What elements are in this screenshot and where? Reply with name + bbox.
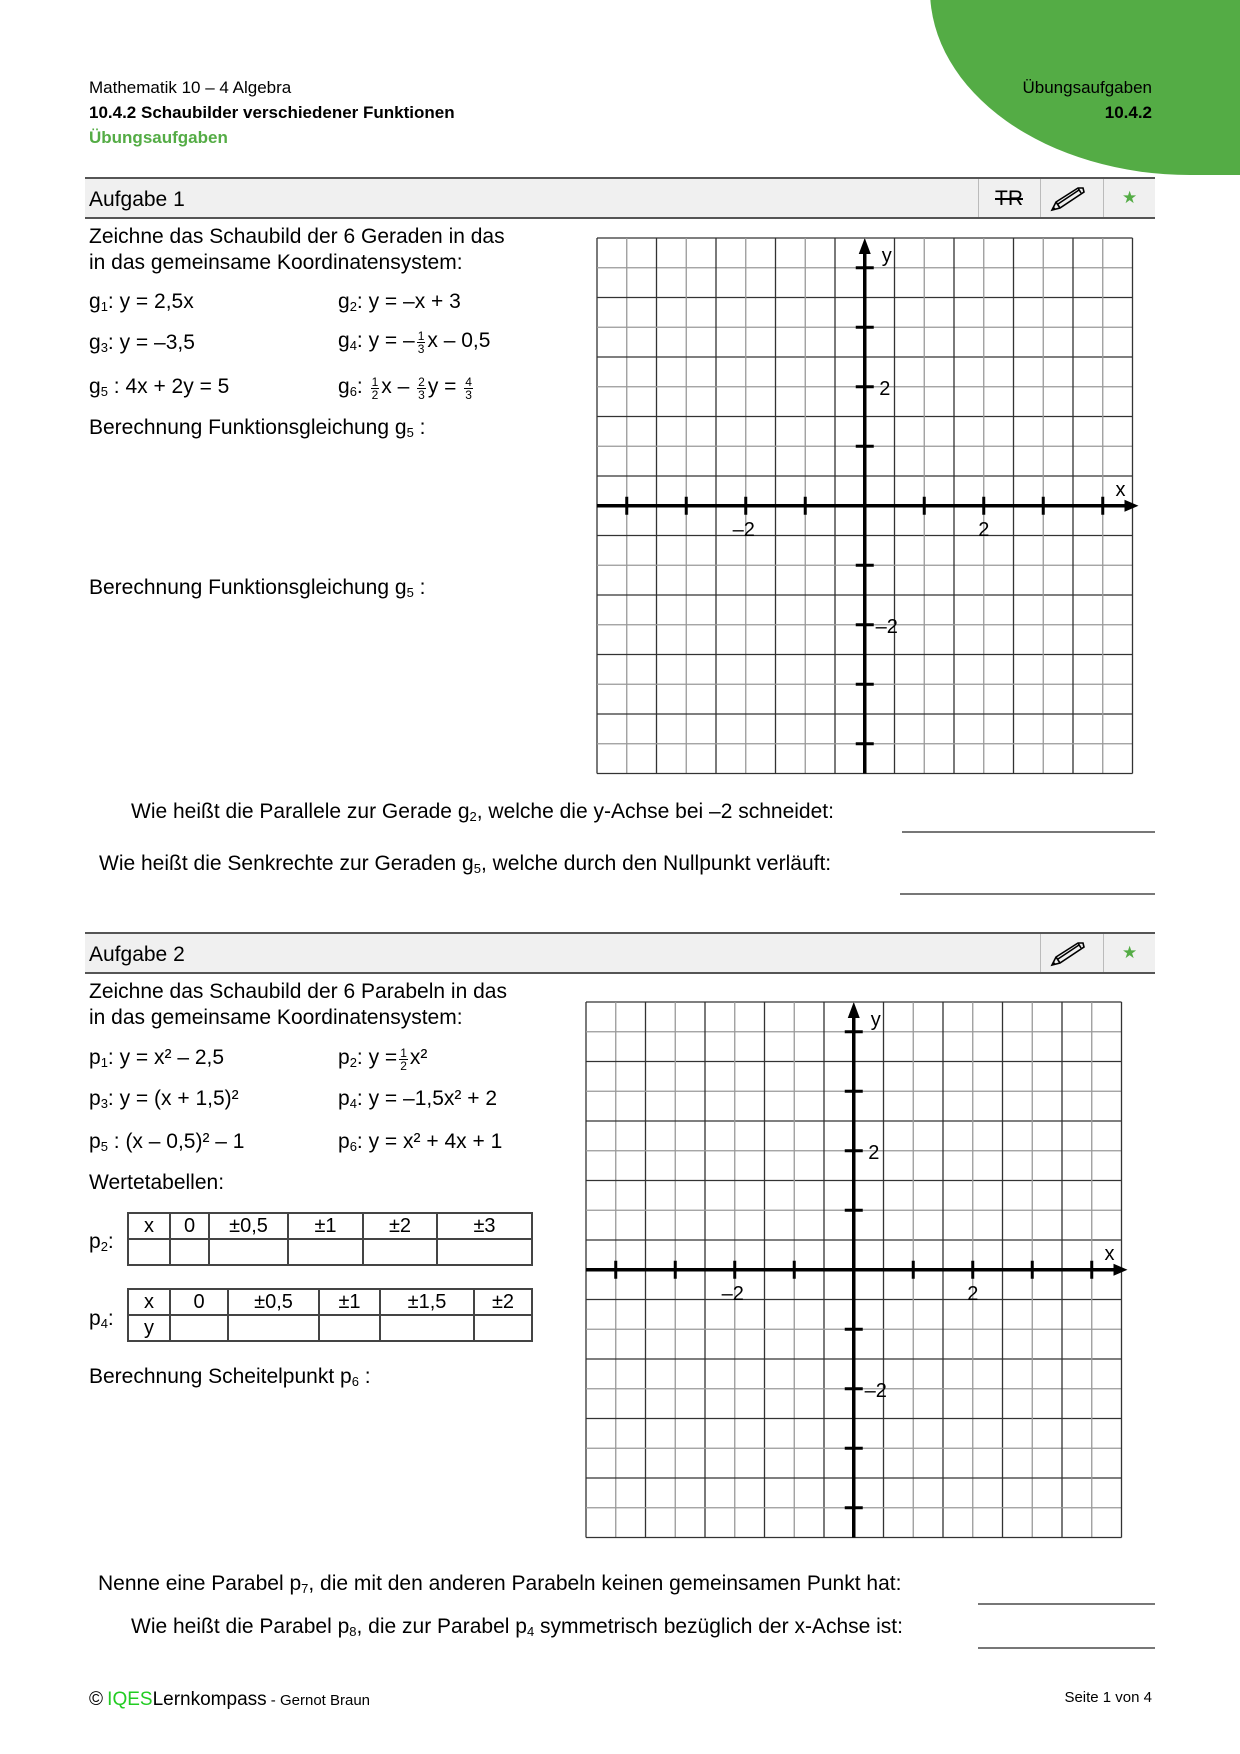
equation-g3: $g_3$: y = –3,5: [89, 331, 195, 355]
svg-text:2: 2: [978, 518, 990, 541]
equation-g5: $g_5$ : 4x + 2y = 5: [89, 375, 230, 399]
task2-intro-2: in das gemeinsame Koordinatensystem:: [89, 1006, 463, 1029]
table-input-cell[interactable]: [209, 1239, 288, 1265]
task1-intro-2: in das gemeinsame Koordinatensystem:: [89, 251, 463, 274]
table-cell: ±1: [288, 1213, 363, 1239]
star-icon: ★: [1122, 943, 1138, 962]
svg-text:–2: –2: [732, 518, 755, 541]
star-icon: ★: [1122, 188, 1138, 207]
equation-g4: $g_4$: y = – $\frac{1}{3}$ x – 0,5: [338, 329, 491, 356]
bar-divider: [978, 179, 979, 217]
svg-text:y: y: [870, 1009, 881, 1031]
table-cell: ±0,5: [209, 1213, 288, 1239]
answer-line-p8[interactable]: [978, 1647, 1155, 1649]
task2-title: Aufgabe 2: [89, 943, 185, 966]
table-cell: ±0,5: [228, 1289, 319, 1315]
chapter-title: 10.4.2 Schaubilder verschiedener Funktionen: [89, 103, 455, 122]
task2-calc-label: Berechnung Scheitelpunkt $p_6$ :: [89, 1365, 371, 1389]
author: - Gernot Braun: [266, 1692, 371, 1709]
table-cell: ±1,5: [380, 1289, 474, 1315]
task1-intro-1: Zeichne das Schaubild der 6 Geraden in das: [89, 225, 505, 248]
svg-text:–2: –2: [721, 1282, 744, 1305]
equation-p1: $p_1$: y = x² – 2,5: [89, 1046, 225, 1070]
brand-iqes: IQES: [107, 1689, 153, 1710]
task1-calc-label-1: Berechnung Funktionsgleichung $g_5$ :: [89, 416, 426, 440]
svg-text:y: y: [881, 245, 892, 267]
equation-g1: $g_1$: y = 2,5x: [89, 290, 194, 314]
table-cell: ±2: [474, 1289, 532, 1315]
value-table-p2: [127, 1212, 533, 1266]
svg-text:–2: –2: [864, 1379, 887, 1402]
table-input-cell[interactable]: [437, 1239, 532, 1265]
bar-divider: [1103, 179, 1104, 217]
table-p4-label: $p_4$:: [89, 1307, 114, 1331]
task1-title: Aufgabe 1: [89, 188, 185, 211]
table-cell: 0: [170, 1213, 209, 1239]
table-input-cell[interactable]: [380, 1315, 474, 1341]
table-cell: ±2: [363, 1213, 437, 1239]
table-p2-label: $p_2$:: [89, 1230, 114, 1254]
bar-divider: [1103, 934, 1104, 972]
brand-lernkompass: Lernkompass: [152, 1689, 267, 1710]
table-input-cell[interactable]: [363, 1239, 437, 1265]
svg-text:2: 2: [879, 377, 891, 400]
table-cell: y: [128, 1315, 170, 1341]
bar-divider: [1040, 179, 1041, 217]
table-input-cell[interactable]: [170, 1239, 209, 1265]
table-input-cell[interactable]: [319, 1315, 380, 1341]
equation-p2: $p_2$: y = $\frac{1}{2}$ x²: [338, 1046, 428, 1073]
svg-text:–2: –2: [875, 615, 898, 638]
subject-label: Mathematik 10 – 4 Algebra: [89, 78, 292, 97]
task2-intro-1: Zeichne das Schaubild der 6 Parabeln in das: [89, 980, 507, 1003]
svg-text:x: x: [1104, 1242, 1115, 1265]
table-cell: ±1: [319, 1289, 380, 1315]
table-cell: x: [128, 1213, 170, 1239]
task1-question-parallel: Wie heißt die Parallele zur Gerade $g_2$, welche die y-Achse bei –2 schneidet:: [131, 800, 834, 824]
pencil-icon: [1048, 939, 1088, 974]
table-cell: ±3: [437, 1213, 532, 1239]
header-right-type: Übungsaufgaben: [1022, 78, 1152, 97]
task1-calc-label-2: Berechnung Funktionsgleichung $g_5$ :: [89, 576, 426, 600]
equation-p5: $p_5$ : (x – 0,5)² – 1: [89, 1130, 245, 1154]
equation-g6: $g_6$: $\frac{1}{2}$ x – $\frac{2}{3}$ y = $\frac{4}{3}$: [338, 375, 472, 402]
svg-text:2: 2: [868, 1141, 880, 1164]
task1-header-bar: [85, 177, 1155, 219]
footer-brand: [89, 1689, 370, 1711]
answer-line-p7[interactable]: [978, 1603, 1155, 1605]
task2-question-p7: Nenne eine Parabel $p_7$, die mit den anderen Parabeln keinen gemeinsamen Punkt hat:: [98, 1572, 902, 1596]
task2-header-bar: [85, 932, 1155, 974]
table-input-cell[interactable]: [170, 1315, 228, 1341]
equation-g2: $g_2$: y = –x + 3: [338, 290, 461, 314]
table-cell: 0: [170, 1289, 228, 1315]
worksheet-type: Übungsaufgaben: [89, 128, 228, 147]
equation-p3: $p_3$: y = (x + 1,5)²: [89, 1087, 239, 1111]
answer-line-parallel[interactable]: [902, 831, 1155, 833]
value-table-p4: [127, 1288, 533, 1342]
task1-question-perpendicular: Wie heißt die Senkrechte zur Geraden $g_5$, welche durch den Nullpunkt verläuft:: [99, 852, 832, 876]
coordinate-grid-2[interactable]: [584, 1000, 1129, 1540]
table-input-cell[interactable]: [128, 1239, 170, 1265]
task2-question-p8: Wie heißt die Parabel $p_8$, die zur Parabel $p_4$ symmetrisch bezüglich der x-Achse ist:: [131, 1615, 903, 1639]
coordinate-grid-1[interactable]: [595, 236, 1140, 776]
bar-divider: [1040, 934, 1041, 972]
svg-text:x: x: [1115, 478, 1126, 501]
value-tables-label: Wertetabellen:: [89, 1171, 225, 1194]
table-cell: x: [128, 1289, 170, 1315]
equation-p6: $p_6$: y = x² + 4x + 1: [338, 1130, 503, 1154]
answer-line-perpendicular[interactable]: [900, 893, 1155, 895]
table-input-cell[interactable]: [474, 1315, 532, 1341]
pencil-icon: [1048, 184, 1088, 219]
svg-text:2: 2: [967, 1282, 979, 1305]
table-input-cell[interactable]: [288, 1239, 363, 1265]
page-number: Seite 1 von 4: [1064, 1689, 1152, 1706]
equation-p4: $p_4$: y = –1,5x² + 2: [338, 1087, 498, 1111]
header-right-number: 10.4.2: [1104, 103, 1152, 122]
copyright-icon: ©: [89, 1689, 103, 1710]
table-input-cell[interactable]: [228, 1315, 319, 1341]
tr-crossed-icon: TR: [995, 187, 1023, 210]
